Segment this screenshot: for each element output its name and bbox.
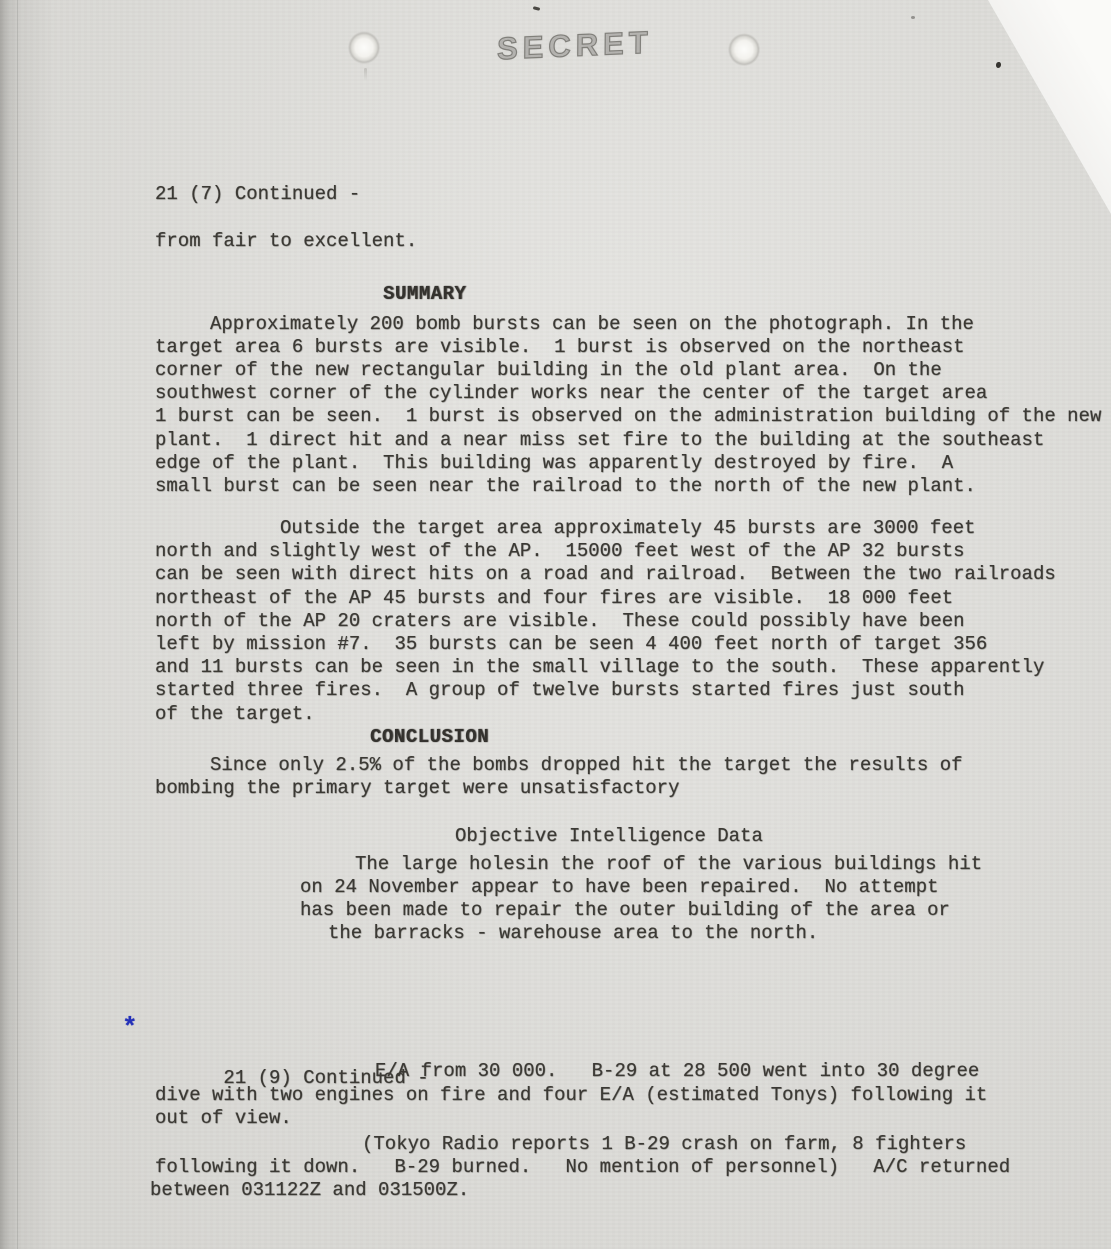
text-line: between 031122Z and 031500Z. <box>150 1179 470 1202</box>
text-line: on 24 November appear to have been repaired. No attempt <box>300 875 939 898</box>
text-line: plant. 1 direct hit and a near miss set fire to the building at the southeast <box>155 428 1045 451</box>
text-line: of the target. <box>155 702 315 725</box>
text-line: (Tokyo Radio reports 1 B-29 crash on farm, 8 fighters <box>362 1133 967 1155</box>
text-line: Since only 2.5% of the bombs dropped hit the target the results of <box>210 753 963 776</box>
summary-paragraph-1 <box>155 313 1111 499</box>
text-line: out of view. <box>155 1106 292 1129</box>
text-line: the barracks - warehouse area to the north. <box>328 922 819 945</box>
text-line: can be seen with direct hits on a road and railroad. Between the two railroads <box>155 563 1056 586</box>
text-line: target area 6 bursts are visible. 1 burst is observed on the northeast <box>155 335 965 358</box>
page-corner-fold <box>988 0 1111 214</box>
text-line: northeast of the AP 45 bursts and four fires are visible. 18 000 feet <box>155 586 954 609</box>
ink-speck <box>911 16 915 19</box>
text-line: Approximately 200 bomb bursts can be seen on the photograph. In the <box>210 312 974 335</box>
section-7-heading: 21 (7) Continued - <box>155 183 361 205</box>
summary-paragraph-2 <box>155 517 1111 726</box>
text-line: bombing the primary target were unsatisfactory <box>155 777 680 800</box>
text-line: dive with two engines on fire and four E/A (estimated Tonys) following it <box>155 1083 988 1106</box>
margin-asterisk-note: * <box>122 1013 138 1044</box>
text-line: edge of the plant. This building was apparently destroyed by fire. A <box>155 451 954 474</box>
text-line: north of the AP 20 craters are visible. These could possibly have been <box>155 609 965 632</box>
text-line: Outside the target area approximately 45 bursts are 3000 feet <box>280 517 976 540</box>
punch-hole-left <box>347 30 385 72</box>
text-line: started three fires. A group of twelve bursts started fires just south <box>155 679 965 702</box>
section-9-heading-text: 21 (9) Continued - <box>223 1066 429 1089</box>
text-line: north and slightly west of the AP. 15000 feet west of the AP 32 bursts <box>155 540 965 563</box>
text-line: small burst can be seen near the railroad to the north of the new plant. <box>155 474 976 497</box>
text-line: following it down. B-29 burned. No mention of personnel) A/C returned <box>155 1156 1011 1179</box>
page-left-edge-shadow <box>0 0 60 1249</box>
section-7-intro: from fair to excellent. <box>155 230 418 253</box>
text-line: E/A from 30 000. B-29 at 28 500 went into 30 degree <box>375 1060 980 1083</box>
summary-heading: SUMMARY <box>383 283 467 306</box>
ink-speck <box>533 6 541 11</box>
ink-speck <box>996 62 1001 68</box>
objective-paragraph <box>300 853 1111 946</box>
objective-heading: Objective Intelligence Data <box>455 825 763 848</box>
conclusion-heading: CONCLUSION <box>370 725 490 748</box>
section-9-paragraph-2 <box>150 1133 1111 1203</box>
text-line: and 11 bursts can be seen in the small village to the south. These apparently <box>155 656 1045 679</box>
page-left-crease <box>17 0 18 1249</box>
text-line: 1 burst can be seen. 1 burst is observed on the administration building of the new <box>155 405 1102 428</box>
text-line: has been made to repair the outer building of the area or <box>300 898 950 921</box>
document-text <box>122 183 1111 1203</box>
conclusion-paragraph <box>155 754 1111 800</box>
text-line: corner of the new rectangular building in the old plant area. On the <box>155 358 942 381</box>
text-line: southwest corner of the cylinder works near the center of the target area <box>155 382 988 405</box>
punch-hole-right <box>727 32 765 74</box>
text-line: left by mission #7. 35 bursts can be seen 4 400 feet north of target 356 <box>155 633 988 655</box>
secret-stamp: SECRET <box>496 24 653 67</box>
text-line: The large holesin the roof of the various buildings hit <box>355 852 983 875</box>
